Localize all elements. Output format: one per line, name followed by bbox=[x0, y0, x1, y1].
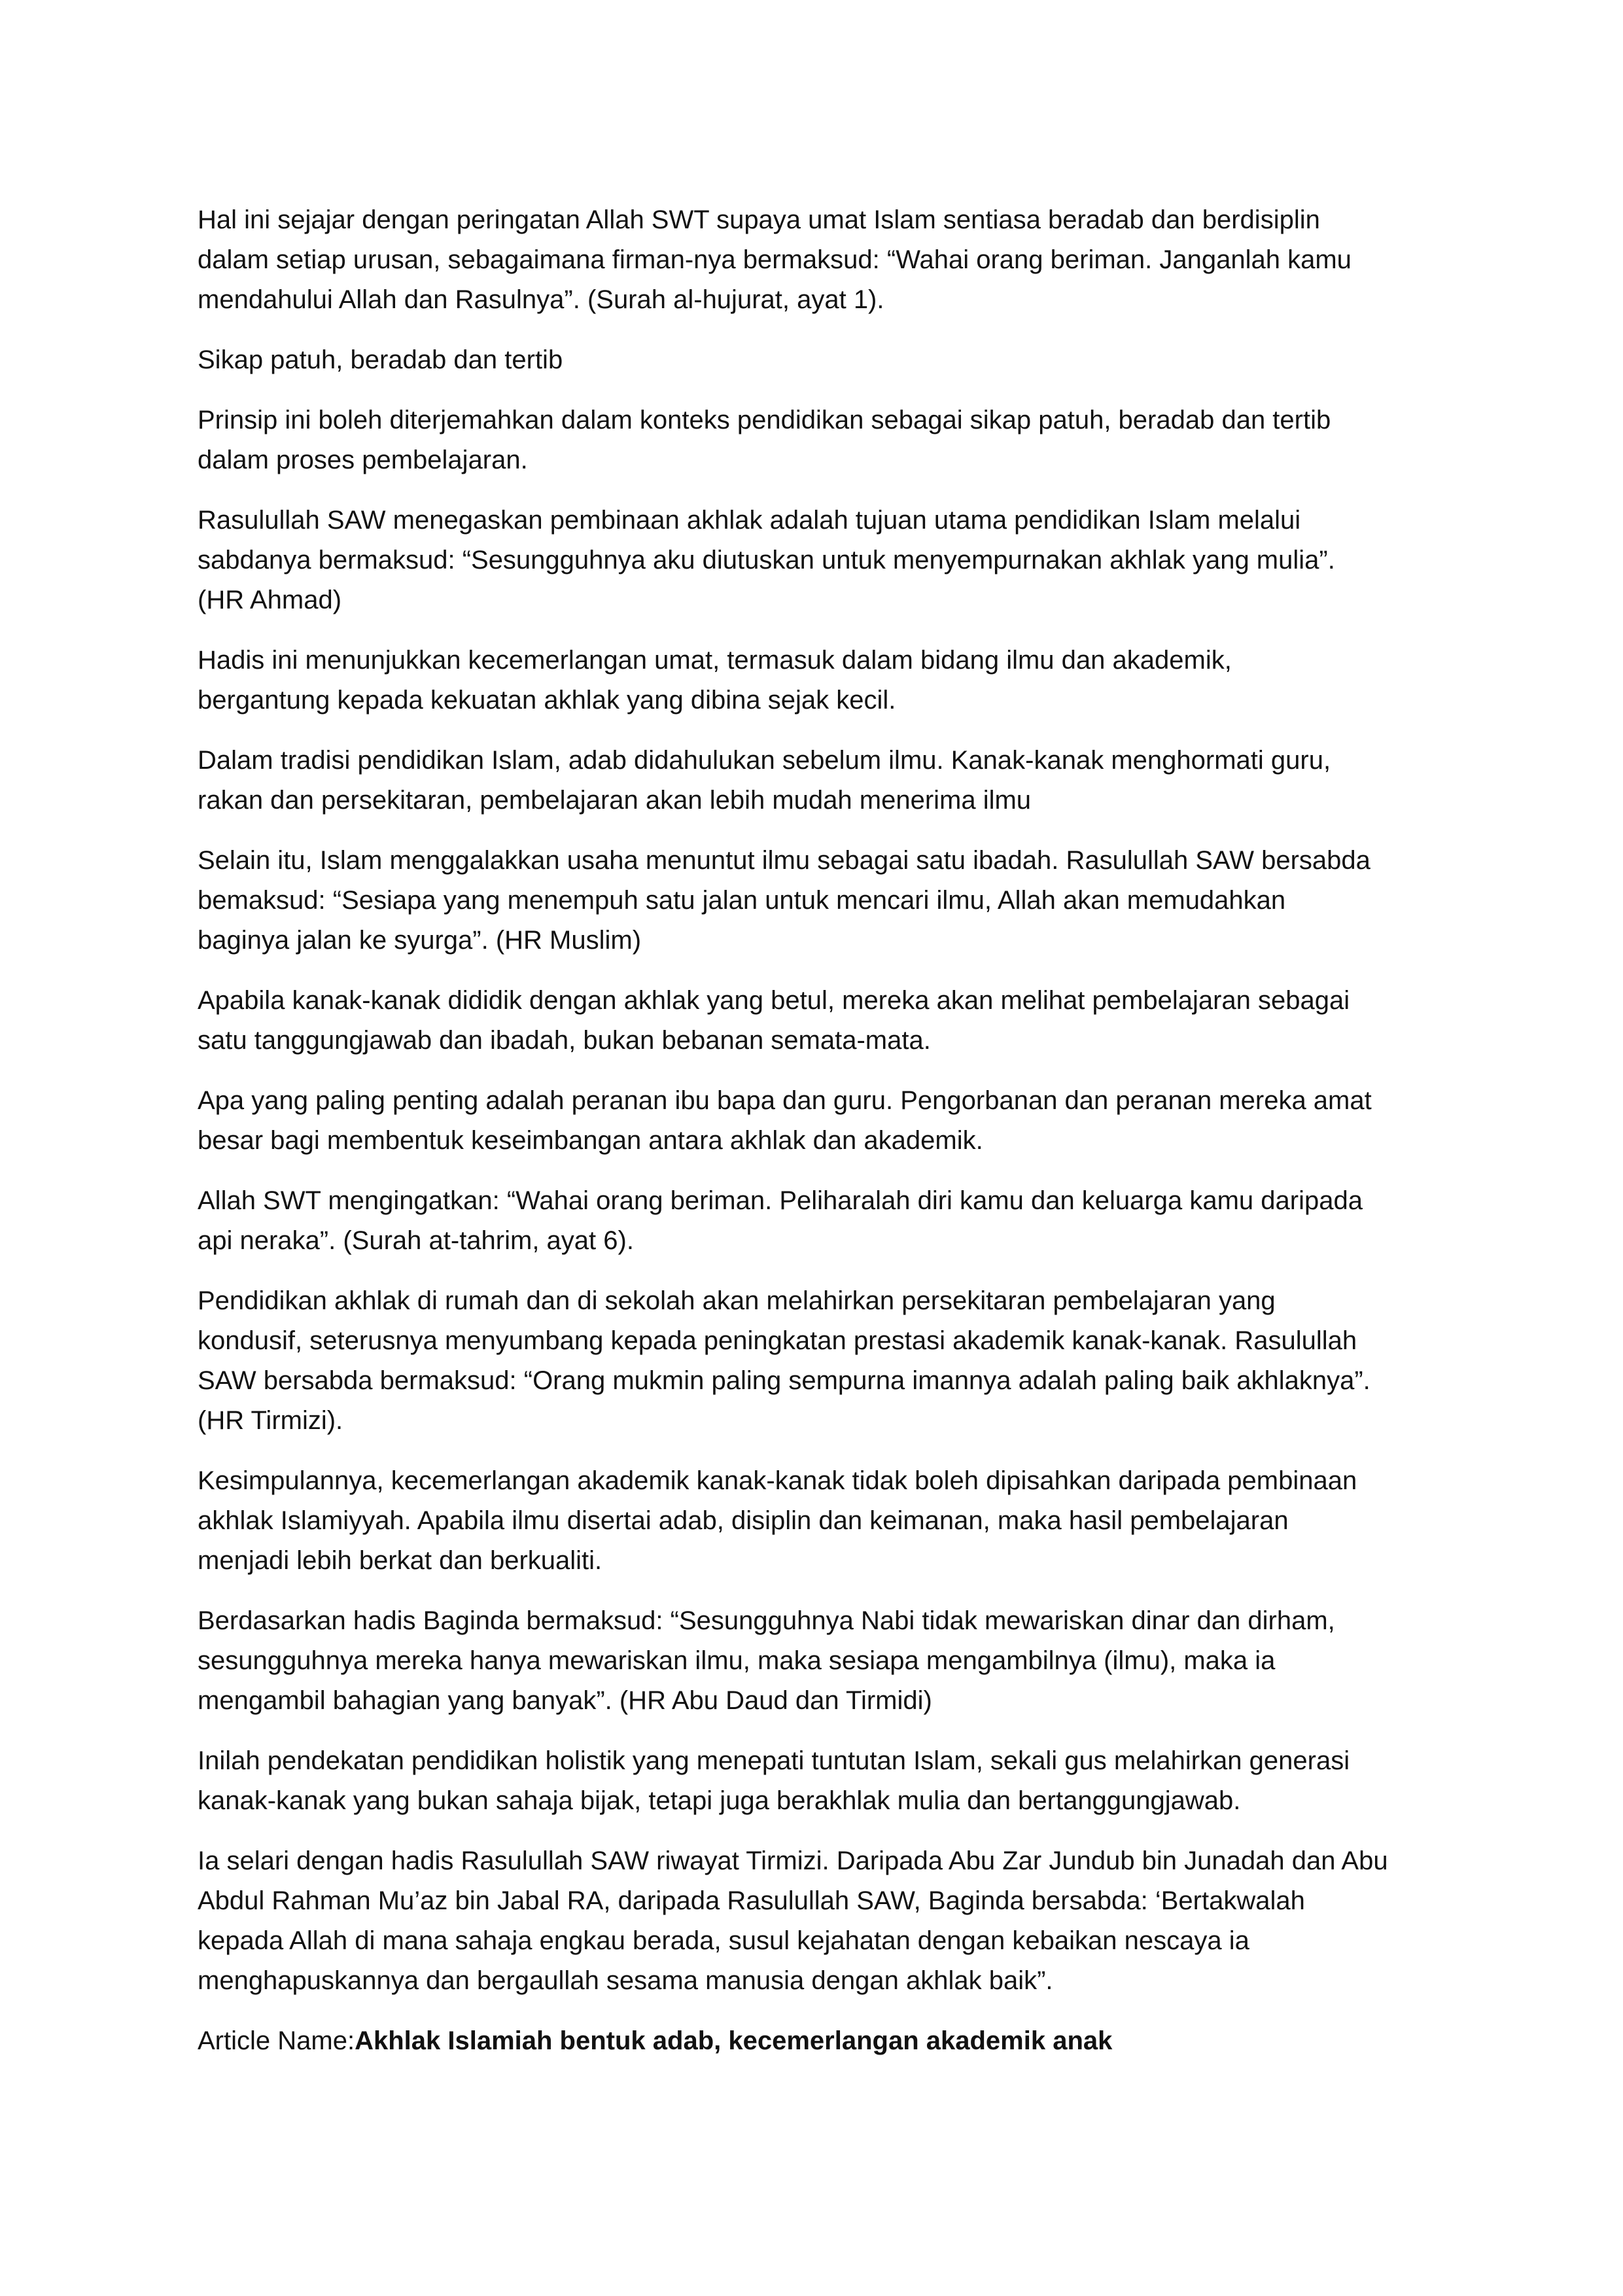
text-line: Kesimpulannya, kecemerlangan akademik kanak-kanak tidak boleh dipisahkan daripada pembinaan bbox=[198, 1466, 1357, 1495]
text-line: Allah SWT mengingatkan: “Wahai orang beriman. Peliharalah diri kamu dan keluarga kamu daripada bbox=[198, 1186, 1363, 1215]
text-line: satu tanggungjawab dan ibadah, bukan bebanan semata-mata. bbox=[198, 1026, 931, 1055]
text-line: menjadi lebih berkat dan berkualiti. bbox=[198, 1546, 602, 1575]
text-line: Rasulullah SAW menegaskan pembinaan akhlak adalah tujuan utama pendidikan Islam melalui bbox=[198, 506, 1301, 535]
paragraph bbox=[198, 641, 1506, 720]
text-line: kanak-kanak yang bukan sahaja bijak, tetapi juga berakhlak mulia dan bertanggungjawab. bbox=[198, 1786, 1241, 1815]
paragraph bbox=[198, 1601, 1506, 1721]
paragraph bbox=[198, 340, 1506, 380]
article-name bbox=[198, 2021, 1506, 2061]
paragraph bbox=[198, 200, 1506, 320]
text-line: sesungguhnya mereka hanya mewariskan ilmu, maka sesiapa mengambilnya (ilmu), maka ia bbox=[198, 1646, 1276, 1675]
text-line: Hadis ini menunjukkan kecemerlangan umat, termasuk dalam bidang ilmu dan akademik, bbox=[198, 646, 1232, 675]
text-line: Pendidikan akhlak di rumah dan di sekolah akan melahirkan persekitaran pembelajaran yang bbox=[198, 1286, 1276, 1315]
article-name-label: Article Name: bbox=[198, 2026, 355, 2055]
paragraph bbox=[198, 1081, 1506, 1161]
paragraph bbox=[198, 1461, 1506, 1581]
paragraph bbox=[198, 1281, 1506, 1441]
text-line: baginya jalan ke syurga”. (HR Muslim) bbox=[198, 926, 642, 955]
text-line: mengambil bahagian yang banyak”. (HR Abu Daud dan Tirmidi) bbox=[198, 1686, 932, 1715]
paragraph bbox=[198, 1741, 1506, 1821]
text-line: Apa yang paling penting adalah peranan ibu bapa dan guru. Pengorbanan dan peranan mereka amat bbox=[198, 1086, 1372, 1115]
text-line: Dalam tradisi pendidikan Islam, adab didahulukan sebelum ilmu. Kanak-kanak menghormati guru, bbox=[198, 746, 1331, 775]
document-page bbox=[198, 200, 1506, 2061]
paragraph bbox=[198, 400, 1506, 480]
text-line: rakan dan persekitaran, pembelajaran akan lebih mudah menerima ilmu bbox=[198, 786, 1032, 815]
text-line: Hal ini sejajar dengan peringatan Allah SWT supaya umat Islam sentiasa beradab dan berdisiplin bbox=[198, 205, 1320, 234]
paragraph bbox=[198, 501, 1506, 620]
text-line: mendahului Allah dan Rasulnya”. (Surah al-hujurat, ayat 1). bbox=[198, 285, 884, 314]
text-line: api neraka”. (Surah at-tahrim, ayat 6). bbox=[198, 1226, 634, 1255]
text-line: Berdasarkan hadis Baginda bermaksud: “Sesungguhnya Nabi tidak mewariskan dinar dan dirham, bbox=[198, 1606, 1335, 1635]
text-line: kondusif, seterusnya menyumbang kepada peningkatan prestasi akademik kanak-kanak. Rasulullah bbox=[198, 1326, 1357, 1355]
text-line: dalam proses pembelajaran. bbox=[198, 446, 528, 474]
paragraph bbox=[198, 1841, 1506, 2001]
paragraph bbox=[198, 981, 1506, 1061]
text-line: bemaksud: “Sesiapa yang menempuh satu jalan untuk mencari ilmu, Allah akan memudahkan bbox=[198, 886, 1286, 915]
paragraph bbox=[198, 741, 1506, 821]
text-line: Prinsip ini boleh diterjemahkan dalam konteks pendidikan sebagai sikap patuh, beradab dan tertib bbox=[198, 406, 1331, 434]
text-line: besar bagi membentuk keseimbangan antara akhlak dan akademik. bbox=[198, 1126, 983, 1155]
text-line: Abdul Rahman Mu’az bin Jabal RA, daripada Rasulullah SAW, Baginda bersabda: ‘Bertakwalah bbox=[198, 1886, 1305, 1915]
text-line: Sikap patuh, beradab dan tertib bbox=[198, 345, 563, 374]
text-line: sabdanya bermaksud: “Sesungguhnya aku diutuskan untuk menyempurnakan akhlak yang mulia”. bbox=[198, 546, 1335, 574]
text-line: (HR Ahmad) bbox=[198, 586, 342, 614]
document-body bbox=[198, 200, 1506, 2001]
text-line: Selain itu, Islam menggalakkan usaha menuntut ilmu sebagai satu ibadah. Rasulullah SAW bersabda bbox=[198, 846, 1370, 875]
text-line: Ia selari dengan hadis Rasulullah SAW riwayat Tirmizi. Daripada Abu Zar Jundub bin Junadah dan Abu bbox=[198, 1846, 1388, 1875]
text-line: Apabila kanak-kanak dididik dengan akhlak yang betul, mereka akan melihat pembelajaran sebagai bbox=[198, 986, 1350, 1015]
text-line: akhlak Islamiyyah. Apabila ilmu disertai adab, disiplin dan keimanan, maka hasil pembelajaran bbox=[198, 1506, 1289, 1535]
text-line: menghapuskannya dan bergaullah sesama manusia dengan akhlak baik”. bbox=[198, 1966, 1053, 1995]
paragraph bbox=[198, 841, 1506, 961]
text-line: Inilah pendekatan pendidikan holistik yang menepati tuntutan Islam, sekali gus melahirkan generasi bbox=[198, 1746, 1350, 1775]
text-line: dalam setiap urusan, sebagaimana firman-nya bermaksud: “Wahai orang beriman. Janganlah kamu bbox=[198, 245, 1352, 274]
text-line: kepada Allah di mana sahaja engkau berada, susul kejahatan dengan kebaikan nescaya ia bbox=[198, 1926, 1249, 1955]
paragraph bbox=[198, 1181, 1506, 1261]
text-line: SAW bersabda bermaksud: “Orang mukmin paling sempurna imannya adalah paling baik akhlaknya”. bbox=[198, 1366, 1370, 1395]
article-name-value: Akhlak Islamiah bentuk adab, kecemerlangan akademik anak bbox=[355, 2026, 1113, 2055]
text-line: (HR Tirmizi). bbox=[198, 1406, 343, 1435]
text-line: bergantung kepada kekuatan akhlak yang dibina sejak kecil. bbox=[198, 686, 896, 715]
